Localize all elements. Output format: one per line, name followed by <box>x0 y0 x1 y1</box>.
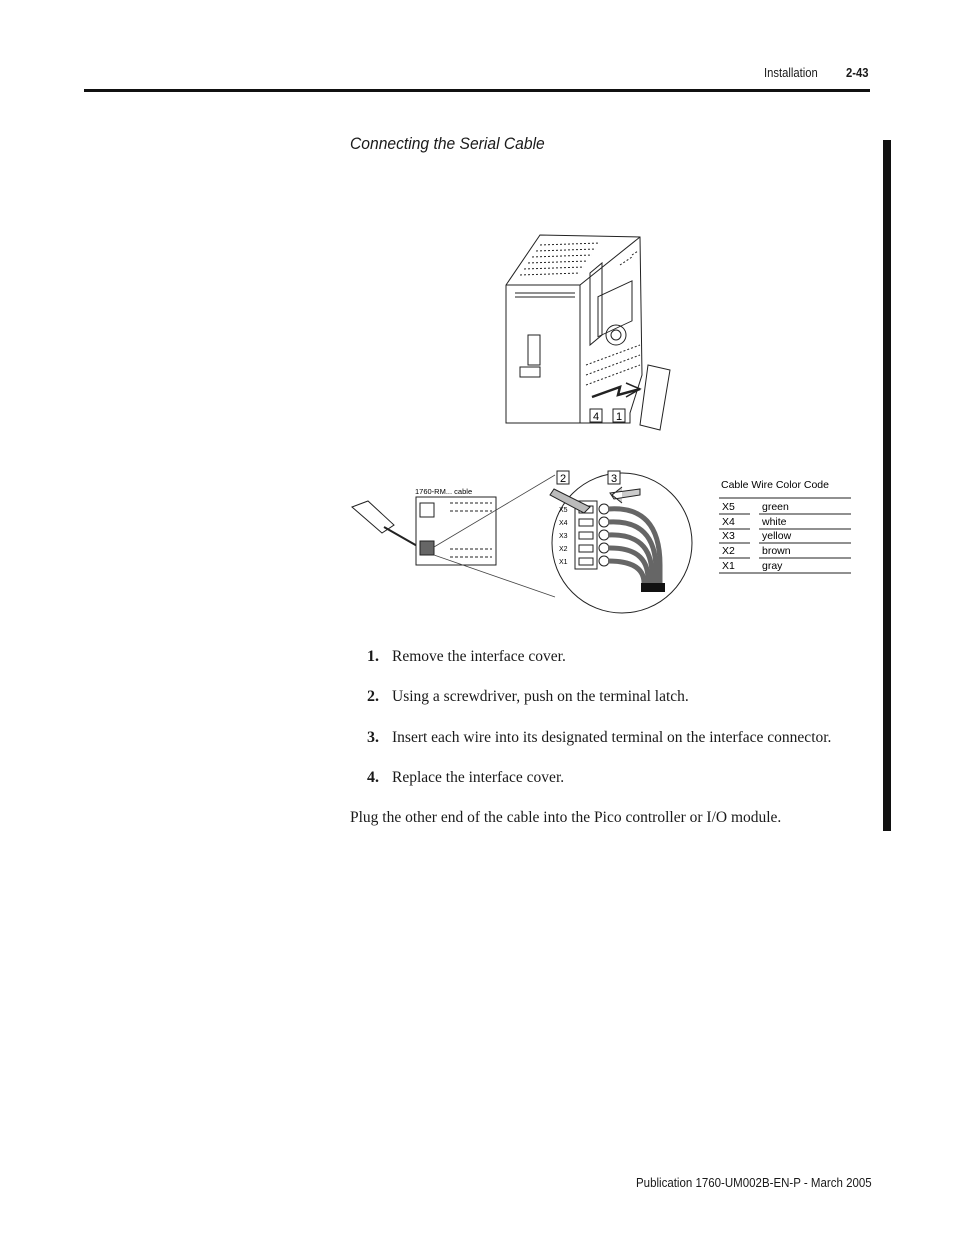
callout-3: 3 <box>610 473 618 485</box>
color-row-color: green <box>762 501 789 513</box>
step-text: Insert each wire into its designated terminal on the interface connector. <box>392 729 832 746</box>
color-row-terminal: X3 <box>722 530 735 542</box>
color-row-terminal: X1 <box>722 560 735 572</box>
callout-1: 1 <box>615 411 623 423</box>
wire-color-table <box>719 479 851 573</box>
step-number: 2. <box>367 688 379 705</box>
step-text: Using a screwdriver, push on the terminal latch. <box>392 688 689 705</box>
terminal-label-x4: X4 <box>559 520 568 527</box>
step-item <box>367 729 831 747</box>
color-row-terminal: X4 <box>722 516 735 528</box>
step-item <box>367 688 689 706</box>
step-text: Remove the interface cover. <box>392 648 566 665</box>
step-number: 3. <box>367 729 379 746</box>
serial-cable-figure <box>340 225 880 615</box>
controller-drawing <box>506 235 670 430</box>
publication-footer: Publication 1760-UM002B-EN-P - March 2005 <box>636 1176 872 1190</box>
step-text: Replace the interface cover. <box>392 769 565 786</box>
color-row-terminal: X2 <box>722 545 735 557</box>
section-title: Connecting the Serial Cable <box>350 134 545 153</box>
callout-4: 4 <box>592 411 600 423</box>
page-number: 2-43 <box>846 66 869 80</box>
color-row-color: gray <box>762 560 783 572</box>
callout-2: 2 <box>559 473 567 485</box>
color-row-color: yellow <box>762 530 792 542</box>
screwdriver <box>352 501 426 551</box>
color-row-terminal: X5 <box>722 501 735 513</box>
terminal-label-x1: X1 <box>559 559 568 566</box>
cable-jacket <box>641 583 665 592</box>
terminal-label-x3: X3 <box>559 533 568 540</box>
terminal-label-x5: X5 <box>559 507 568 514</box>
step-item <box>367 648 566 666</box>
change-bar <box>883 140 891 831</box>
step-item <box>367 769 564 787</box>
closing-paragraph: Plug the other end of the cable into the Pico controller or I/O module. <box>350 809 782 826</box>
color-row-color: white <box>762 516 787 528</box>
cable-label: 1760-RM... cable <box>415 487 473 496</box>
step-number: 4. <box>367 769 379 786</box>
header-rule <box>84 89 870 92</box>
running-header-section: Installation <box>764 66 818 80</box>
step-number: 1. <box>367 648 379 665</box>
terminal-label-x2: X2 <box>559 546 568 553</box>
color-row-color: brown <box>762 545 791 557</box>
color-table-heading: Cable Wire Color Code <box>721 479 829 491</box>
